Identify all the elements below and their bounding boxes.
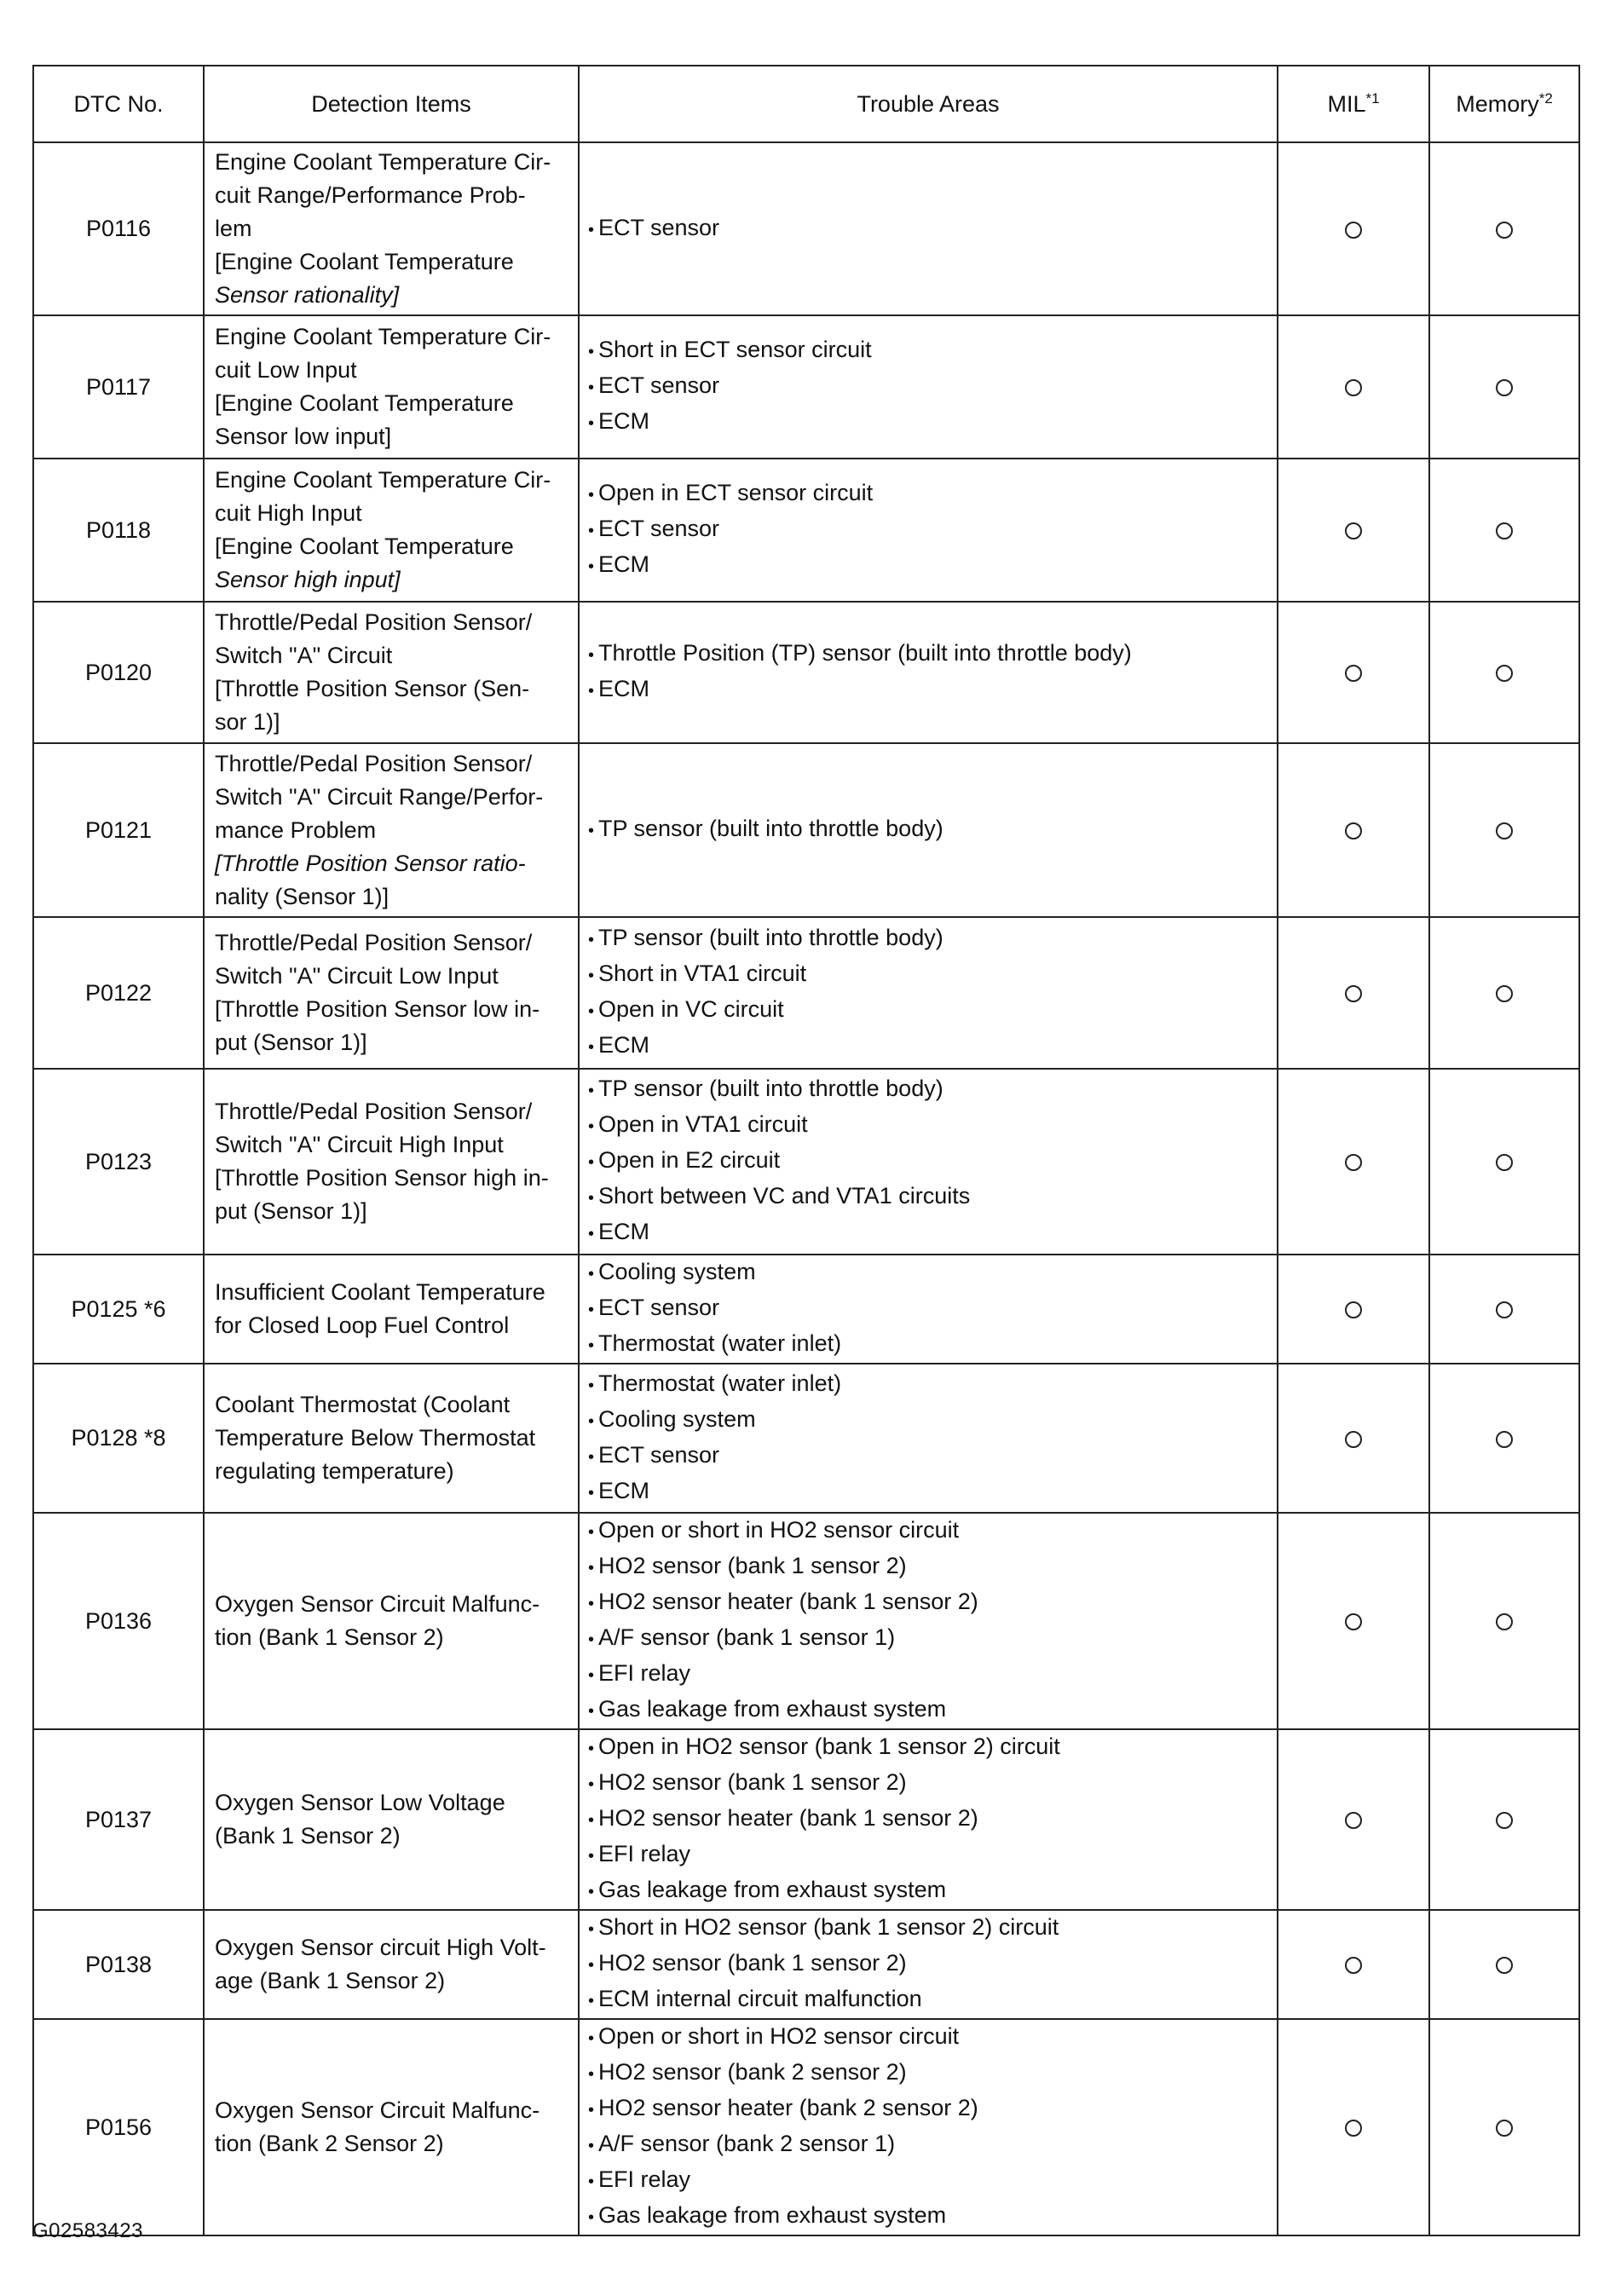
detection-line: Engine Coolant Temperature Cir- — [215, 324, 551, 349]
memory-cell — [1429, 459, 1579, 602]
trouble-area-text: HO2 sensor (bank 1 sensor 2) — [598, 1553, 907, 1578]
detection-line: Switch "A" Circuit High Input — [215, 1132, 504, 1157]
trouble-area-text: ECM — [598, 1219, 649, 1244]
detection-line: for Closed Loop Fuel Control — [215, 1312, 510, 1338]
table-row — [33, 142, 1579, 315]
memory-circle-icon — [1496, 1613, 1513, 1630]
trouble-area-text: Open in E2 circuit — [598, 1147, 781, 1173]
dtc-code: P0117 — [33, 315, 204, 459]
trouble-area-list — [588, 333, 1270, 441]
dtc-code: P0156 — [33, 2019, 204, 2235]
dtc-code: P0136 — [33, 1513, 204, 1729]
trouble-area-text: ECT sensor — [598, 1295, 720, 1320]
detection-line: Sensor high input] — [215, 567, 401, 592]
mil-circle-icon — [1345, 222, 1362, 239]
trouble-area-text: TP sensor (built into throttle body) — [598, 925, 943, 950]
detection-line: [Throttle Position Sensor high in- — [215, 1165, 549, 1191]
trouble-area-text: Cooling system — [598, 1259, 756, 1284]
detection-item — [204, 1069, 579, 1255]
trouble-area-text: Thermostat (water inlet) — [598, 1330, 842, 1356]
mil-circle-icon — [1345, 1431, 1362, 1448]
trouble-areas — [579, 917, 1278, 1069]
mil-circle-icon — [1345, 522, 1362, 539]
trouble-area-item — [588, 921, 1270, 957]
detection-line: [Engine Coolant Temperature — [215, 390, 514, 416]
trouble-area-item — [588, 1327, 1270, 1363]
detection-item — [204, 459, 579, 602]
detection-line: cuit Low Input — [215, 357, 357, 383]
trouble-area-item — [588, 1982, 1270, 2018]
memory-circle-icon — [1496, 1301, 1513, 1318]
header-dtc: DTC No. — [33, 66, 204, 142]
memory-cell — [1429, 1513, 1579, 1729]
trouble-area-item — [588, 2163, 1270, 2199]
detection-item — [204, 602, 579, 743]
trouble-area-item — [588, 1657, 1270, 1693]
detection-line: Oxygen Sensor Circuit Malfunc- — [215, 1591, 540, 1617]
mil-circle-icon — [1345, 1154, 1362, 1171]
trouble-area-item — [588, 1585, 1270, 1621]
detection-line: Throttle/Pedal Position Sensor/ — [215, 930, 533, 955]
detection-line: lem — [215, 216, 252, 241]
trouble-area-item — [588, 1947, 1270, 1982]
trouble-area-text: Cooling system — [598, 1405, 756, 1432]
header-detection-items: Detection Items — [204, 66, 579, 142]
detection-line: cuit High Input — [215, 500, 362, 526]
detection-line: [Engine Coolant Temperature — [215, 534, 514, 559]
detection-line: sor 1)] — [215, 709, 280, 735]
memory-circle-icon — [1496, 1431, 1513, 1448]
detection-line: Oxygen Sensor circuit High Volt- — [215, 1935, 546, 1960]
memory-circle-icon — [1496, 1812, 1513, 1829]
memory-circle-icon — [1496, 379, 1513, 396]
trouble-area-text: ECT sensor — [598, 516, 720, 541]
trouble-area-list — [588, 1514, 1270, 1728]
table-row — [33, 1513, 1579, 1729]
trouble-area-item — [588, 1549, 1270, 1585]
mil-circle-icon — [1345, 665, 1362, 682]
trouble-area-text: HO2 sensor (bank 2 sensor 2) — [598, 2059, 907, 2085]
trouble-area-text: Open in ECT sensor circuit — [598, 480, 874, 505]
detection-line: cuit Range/Performance Prob- — [215, 182, 526, 208]
trouble-area-item — [588, 1215, 1270, 1251]
trouble-area-text: Short in HO2 sensor (bank 1 sensor 2) circuit — [598, 1914, 1059, 1940]
memory-cell — [1429, 1729, 1579, 1910]
trouble-area-text: EFI relay — [598, 1660, 691, 1686]
trouble-area-text: EFI relay — [598, 2166, 691, 2192]
trouble-area-item — [588, 1621, 1270, 1657]
memory-cell — [1429, 315, 1579, 459]
trouble-area-text: ECT sensor — [598, 1441, 720, 1468]
trouble-area-text: Short in VTA1 circuit — [598, 961, 807, 986]
trouble-area-text: ECT sensor — [598, 214, 720, 240]
detection-line: regulating temperature) — [215, 1458, 454, 1484]
table-body — [33, 142, 1579, 2235]
detection-line: [Throttle Position Sensor low in- — [215, 996, 540, 1022]
figure-code: G02583423 — [32, 2219, 143, 2242]
detection-item — [204, 1364, 579, 1513]
trouble-area-item — [588, 1144, 1270, 1180]
trouble-area-text: A/F sensor (bank 1 sensor 1) — [598, 1624, 896, 1650]
trouble-area-item — [588, 812, 1270, 848]
trouble-area-item — [588, 1837, 1270, 1873]
dtc-code: P0118 — [33, 459, 204, 602]
memory-cell — [1429, 2019, 1579, 2235]
trouble-area-item — [588, 2091, 1270, 2127]
detection-line: Insufficient Coolant Temperature — [215, 1279, 545, 1305]
detection-line: Oxygen Sensor Circuit Malfunc- — [215, 2097, 540, 2123]
trouble-areas — [579, 602, 1278, 743]
trouble-area-item — [588, 1072, 1270, 1108]
detection-line: Switch "A" Circuit Range/Perfor- — [215, 783, 544, 810]
detection-line: (Bank 1 Sensor 2) — [215, 1823, 401, 1849]
memory-circle-icon — [1496, 522, 1513, 539]
trouble-area-text: HO2 sensor heater (bank 1 sensor 2) — [598, 1805, 978, 1831]
memory-cell — [1429, 743, 1579, 917]
memory-cell — [1429, 602, 1579, 743]
table-row — [33, 1069, 1579, 1255]
table-row — [33, 917, 1579, 1069]
detection-line: Switch "A" Circuit Low Input — [215, 963, 499, 989]
table-row — [33, 2019, 1579, 2235]
detection-line: Throttle/Pedal Position Sensor/ — [215, 750, 533, 776]
detection-line: Sensor rationality] — [215, 282, 400, 308]
trouble-areas — [579, 315, 1278, 459]
trouble-area-item — [588, 1474, 1270, 1510]
trouble-area-text: Gas leakage from exhaust system — [598, 1696, 947, 1722]
detection-line: [Throttle Position Sensor (Sen- — [215, 676, 530, 701]
mil-circle-icon — [1345, 379, 1362, 396]
trouble-area-item — [588, 369, 1270, 405]
trouble-area-item — [588, 1291, 1270, 1327]
trouble-area-item — [588, 1439, 1270, 1474]
memory-cell — [1429, 1364, 1579, 1513]
dtc-table — [32, 65, 1580, 2236]
mil-cell — [1278, 1364, 1429, 1513]
mil-cell — [1278, 1069, 1429, 1255]
dtc-code: P0123 — [33, 1069, 204, 1255]
trouble-area-item — [588, 333, 1270, 369]
trouble-area-item — [588, 1514, 1270, 1549]
dtc-code: P0116 — [33, 142, 204, 315]
dtc-code: P0120 — [33, 602, 204, 743]
mil-circle-icon — [1345, 1957, 1362, 1974]
trouble-areas — [579, 459, 1278, 602]
memory-circle-icon — [1496, 222, 1513, 239]
trouble-area-item — [588, 1367, 1270, 1403]
detection-line: age (Bank 1 Sensor 2) — [215, 1968, 446, 1993]
mil-cell — [1278, 459, 1429, 602]
trouble-area-text: Short between VC and VTA1 circuits — [598, 1183, 971, 1209]
memory-circle-icon — [1496, 1957, 1513, 1974]
trouble-area-text: ECM — [598, 676, 649, 701]
mil-cell — [1278, 1255, 1429, 1364]
mil-circle-icon — [1345, 2120, 1362, 2137]
trouble-area-item — [588, 993, 1270, 1029]
detection-item — [204, 743, 579, 917]
trouble-area-text: HO2 sensor (bank 1 sensor 2) — [598, 1769, 907, 1795]
trouble-area-item — [588, 637, 1270, 672]
trouble-area-item — [588, 405, 1270, 441]
detection-line: Coolant Thermostat (Coolant — [215, 1392, 511, 1417]
table-row — [33, 1729, 1579, 1910]
mil-circle-icon — [1345, 1613, 1362, 1630]
header-memory: Memory$^{*2}$ — [1429, 66, 1579, 142]
trouble-area-item — [588, 1403, 1270, 1439]
mil-footnote-mark: *1 — [1365, 89, 1380, 107]
trouble-area-item — [588, 1693, 1270, 1728]
mil-circle-icon — [1345, 985, 1362, 1002]
detection-line: Temperature Below Thermostat — [215, 1425, 536, 1451]
trouble-area-text: Short in ECT sensor circuit — [598, 337, 872, 362]
table-row — [33, 459, 1579, 602]
trouble-area-item — [588, 2020, 1270, 2056]
detection-item — [204, 142, 579, 315]
trouble-area-item — [588, 2199, 1270, 2235]
trouble-area-text: Thermostat (water inlet) — [598, 1370, 842, 1396]
trouble-area-text: HO2 sensor heater (bank 2 sensor 2) — [598, 2095, 978, 2120]
trouble-area-text: ECT sensor — [598, 372, 720, 398]
mil-circle-icon — [1345, 1812, 1362, 1829]
trouble-area-item — [588, 548, 1270, 584]
trouble-area-text: Open or short in HO2 sensor circuit — [598, 1517, 960, 1543]
trouble-area-text: HO2 sensor heater (bank 1 sensor 2) — [598, 1589, 978, 1614]
trouble-area-item — [588, 1108, 1270, 1144]
memory-circle-icon — [1496, 822, 1513, 839]
memory-circle-icon — [1496, 985, 1513, 1002]
mil-cell — [1278, 315, 1429, 459]
trouble-areas — [579, 1255, 1278, 1364]
mil-cell — [1278, 142, 1429, 315]
trouble-area-text: Open in VTA1 circuit — [598, 1111, 808, 1137]
mil-cell — [1278, 917, 1429, 1069]
dtc-code: P0125 *6 — [33, 1255, 204, 1364]
detection-item — [204, 2019, 579, 2235]
memory-cell — [1429, 1069, 1579, 1255]
detection-line: Throttle/Pedal Position Sensor/ — [215, 1099, 533, 1124]
trouble-area-text: ECM — [598, 408, 649, 434]
detection-line: tion (Bank 1 Sensor 2) — [215, 1624, 444, 1650]
detection-line: [Throttle Position Sensor ratio- — [215, 850, 526, 876]
trouble-area-text: Open in HO2 sensor (bank 1 sensor 2) circuit — [598, 1734, 1060, 1759]
trouble-areas — [579, 1729, 1278, 1910]
detection-line: Sensor low input] — [215, 424, 392, 449]
memory-circle-icon — [1496, 2120, 1513, 2137]
trouble-area-item — [588, 2056, 1270, 2091]
mil-cell — [1278, 2019, 1429, 2235]
trouble-area-item — [588, 1802, 1270, 1837]
trouble-area-list — [588, 1911, 1270, 2018]
header-trouble-areas: Trouble Areas — [579, 66, 1278, 142]
trouble-area-text: ECM — [598, 1032, 649, 1058]
trouble-areas — [579, 2019, 1278, 2235]
table-row — [33, 1910, 1579, 2019]
detection-item — [204, 917, 579, 1069]
header-mil: MIL$^{*1}$ — [1278, 66, 1429, 142]
detection-item — [204, 315, 579, 459]
trouble-area-list — [588, 476, 1270, 584]
detection-item — [204, 1729, 579, 1910]
detection-line: Oxygen Sensor Low Voltage — [215, 1790, 505, 1815]
trouble-areas — [579, 1513, 1278, 1729]
table-row — [33, 1255, 1579, 1364]
trouble-area-text: EFI relay — [598, 1841, 691, 1866]
table-header — [33, 66, 1579, 142]
dtc-code: P0122 — [33, 917, 204, 1069]
detection-line: Switch "A" Circuit — [215, 643, 393, 668]
detection-line: Throttle/Pedal Position Sensor/ — [215, 609, 533, 635]
trouble-area-text: TP sensor (built into throttle body) — [598, 1076, 943, 1101]
detection-line: put (Sensor 1)] — [215, 1198, 367, 1224]
trouble-area-list — [588, 1367, 1270, 1510]
memory-footnote-mark: *2 — [1538, 89, 1553, 107]
trouble-area-text: Gas leakage from exhaust system — [598, 1877, 947, 1902]
detection-item — [204, 1513, 579, 1729]
trouble-area-list — [588, 812, 1270, 848]
trouble-areas — [579, 1364, 1278, 1513]
detection-line: mance Problem — [215, 816, 377, 843]
trouble-area-text: HO2 sensor (bank 1 sensor 2) — [598, 1950, 907, 1976]
trouble-area-item — [588, 476, 1270, 512]
trouble-area-text: ECM — [598, 1477, 649, 1503]
trouble-area-text: Open or short in HO2 sensor circuit — [598, 2023, 960, 2049]
memory-cell — [1429, 917, 1579, 1069]
mil-cell — [1278, 1910, 1429, 2019]
trouble-area-item — [588, 1180, 1270, 1215]
trouble-areas — [579, 1910, 1278, 2019]
trouble-area-item — [588, 512, 1270, 548]
mil-circle-icon — [1345, 1301, 1362, 1318]
trouble-area-item — [588, 672, 1270, 708]
trouble-area-list — [588, 1730, 1270, 1909]
mil-cell — [1278, 1729, 1429, 1910]
trouble-areas — [579, 142, 1278, 315]
mil-cell — [1278, 1513, 1429, 1729]
detection-line: [Engine Coolant Temperature — [215, 249, 514, 274]
trouble-area-item — [588, 1730, 1270, 1766]
table-row — [33, 1364, 1579, 1513]
memory-cell — [1429, 142, 1579, 315]
trouble-area-text: ECM — [598, 551, 649, 577]
trouble-area-item — [588, 1911, 1270, 1947]
trouble-area-text: ECM internal circuit malfunction — [598, 1986, 922, 2011]
dtc-code: P0121 — [33, 743, 204, 917]
trouble-area-text: Gas leakage from exhaust system — [598, 2202, 947, 2228]
memory-cell — [1429, 1255, 1579, 1364]
detection-line: tion (Bank 2 Sensor 2) — [215, 2131, 444, 2156]
trouble-area-text: A/F sensor (bank 2 sensor 1) — [598, 2131, 896, 2156]
memory-cell — [1429, 1910, 1579, 2019]
dtc-code: P0138 — [33, 1910, 204, 2019]
trouble-area-item — [588, 1766, 1270, 1802]
detection-item — [204, 1255, 579, 1364]
trouble-area-item — [588, 1029, 1270, 1064]
trouble-area-item — [588, 1255, 1270, 1291]
header-row — [33, 66, 1579, 142]
mil-cell — [1278, 602, 1429, 743]
trouble-area-text: Throttle Position (TP) sensor (built into throttle body) — [598, 640, 1132, 666]
detection-item — [204, 1910, 579, 2019]
trouble-area-list — [588, 2020, 1270, 2235]
dtc-code: P0137 — [33, 1729, 204, 1910]
memory-circle-icon — [1496, 1154, 1513, 1171]
table-row — [33, 743, 1579, 917]
mil-circle-icon — [1345, 822, 1362, 839]
trouble-area-list — [588, 637, 1270, 708]
trouble-area-text: TP sensor (built into throttle body) — [598, 816, 943, 841]
trouble-area-list — [588, 1255, 1270, 1363]
trouble-areas — [579, 743, 1278, 917]
memory-circle-icon — [1496, 665, 1513, 682]
detection-line: Engine Coolant Temperature Cir- — [215, 149, 551, 175]
trouble-area-list — [588, 921, 1270, 1064]
detection-line: nality (Sensor 1)] — [215, 883, 390, 909]
trouble-area-item — [588, 2127, 1270, 2163]
trouble-area-list — [588, 1072, 1270, 1251]
dtc-code: P0128 *8 — [33, 1364, 204, 1513]
trouble-area-item — [588, 211, 1270, 247]
trouble-areas — [579, 1069, 1278, 1255]
trouble-area-item — [588, 1873, 1270, 1909]
mil-cell — [1278, 743, 1429, 917]
table-row — [33, 602, 1579, 743]
trouble-area-item — [588, 957, 1270, 993]
trouble-area-list — [588, 211, 1270, 247]
detection-line: put (Sensor 1)] — [215, 1030, 367, 1055]
table-row — [33, 315, 1579, 459]
trouble-area-text: Open in VC circuit — [598, 996, 784, 1022]
detection-line: Engine Coolant Temperature Cir- — [215, 467, 551, 493]
